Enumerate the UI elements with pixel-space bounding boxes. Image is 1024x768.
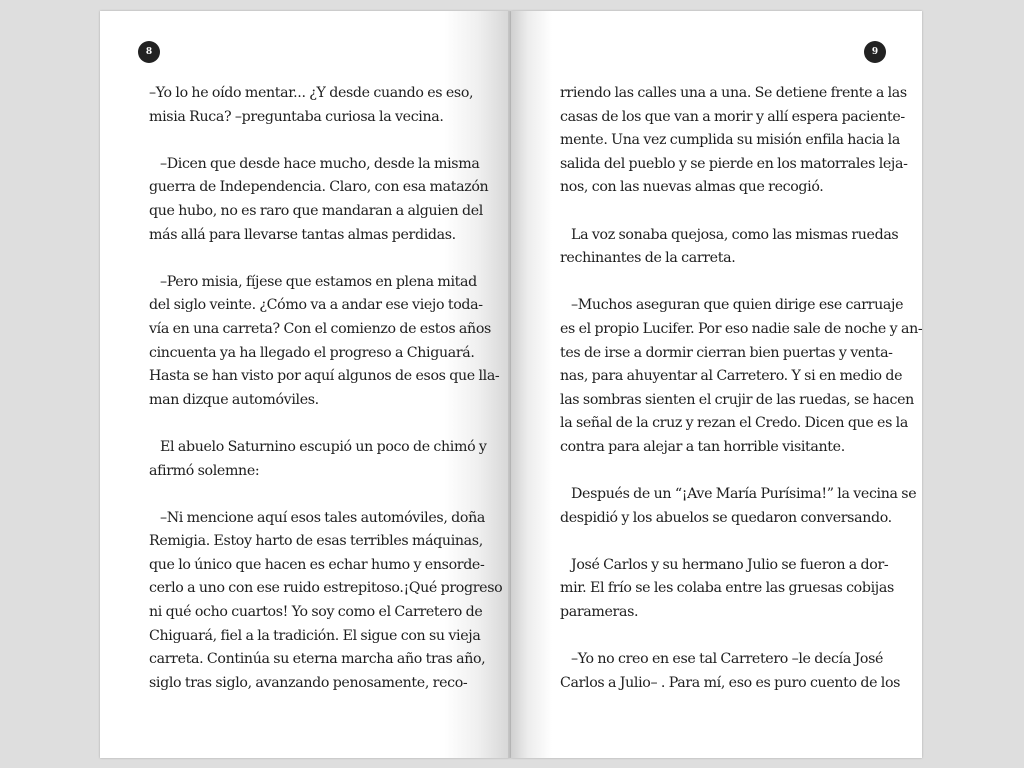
text-line: El abuelo Saturnino escupió un poco de chimó y (160, 438, 487, 455)
text-line: ni qué ocho cuartos! Yo soy como el Carretero de (149, 604, 483, 621)
paragraph-gap (149, 129, 465, 153)
text-line: rriendo las calles una a una. Se detiene frente a las (560, 85, 907, 101)
text-line: –Muchos aseguran que quien dirige ese carruaje (571, 297, 904, 314)
text-line: cincuenta ya ha llegado el progreso a Chiguará. (149, 344, 475, 361)
paragraph-gap (560, 460, 878, 484)
text-line: Después de un “¡Ave María Purísima!” la vecina se (571, 486, 917, 503)
text-line: –Dicen que desde hace mucho, desde la misma (160, 155, 480, 172)
text-line: Hasta se han visto por aquí algunos de esos que lla- (149, 368, 500, 385)
book-spread (100, 11, 922, 758)
text-line: casas de los que van a morir y allí espera paciente- (560, 108, 905, 125)
text-line: rechinantes de la carreta. (560, 250, 736, 267)
text-line: –Ni mencione aquí esos tales automóviles, doña (160, 509, 485, 526)
right-page (511, 11, 922, 758)
text-line: cerlo a uno con ese ruido estrepitoso.¡Qué progreso (149, 580, 503, 597)
text-line: carreta. Continúa su eterna marcha año tras año, (149, 651, 486, 668)
text-line: –Yo no creo en ese tal Carretero –le decía José (571, 651, 884, 668)
text-line: Carlos a Julio– . Para mí, eso es puro cuento de los (560, 674, 901, 691)
text-line: que hubo, no es raro que mandaran a alguien del (149, 202, 483, 219)
text-line: más allá para llevarse tantas almas perdidas. (149, 226, 456, 243)
right-page-text (560, 82, 923, 695)
text-line: nos, con las nuevas almas que recogió. (560, 179, 824, 196)
text-line: La voz sonaba quejosa, como las mismas ruedas (571, 226, 899, 243)
text-line: parameras. (560, 604, 639, 621)
text-line: siglo tras siglo, avanzando penosamente, reco- (149, 674, 468, 691)
paragraph-gap (149, 483, 465, 507)
text-line: es el propio Lucifer. Por eso nadie sale de noche y an- (560, 320, 923, 337)
text-line: –Yo lo he oído mentar... ¿Y desde cuando es eso, (149, 85, 474, 101)
left-page (100, 11, 510, 758)
text-line: Remigia. Estoy harto de esas terribles máquinas, (149, 533, 483, 550)
page-number-right: 9 (864, 41, 886, 63)
text-line: José Carlos y su hermano Julio se fueron a dor- (571, 556, 889, 573)
text-line: vía en una carreta? Con el comienzo de estos años (149, 320, 491, 337)
text-line: misia Ruca? –preguntaba curiosa la vecina. (149, 108, 444, 125)
text-line: afirmó solemne: (149, 462, 260, 479)
paragraph-gap (560, 271, 878, 295)
paragraph-gap (149, 247, 465, 271)
text-line: despidió y los abuelos se quedaron conversando. (560, 509, 892, 526)
text-line: salida del pueblo y se pierde en los matorrales leja- (560, 155, 908, 172)
paragraph-gap (560, 530, 878, 554)
text-line: mente. Una vez cumplida su misión enfila hacia la (560, 132, 900, 149)
paragraph-gap (560, 625, 878, 649)
text-line: mir. El frío se les colaba entre las gruesas cobijas (560, 580, 894, 597)
left-page-text (149, 82, 503, 695)
text-line: las sombras sienten el crujir de las ruedas, se hacen (560, 391, 914, 408)
text-line: tes de irse a dormir cierran bien puertas y venta- (560, 344, 893, 361)
paragraph-gap (149, 412, 465, 436)
page-number-left: 8 (138, 41, 160, 63)
text-line: guerra de Independencia. Claro, con esa matazón (149, 179, 489, 196)
paragraph-gap (560, 200, 878, 224)
text-line: contra para alejar a tan horrible visitante. (560, 438, 845, 455)
text-line: nas, para ahuyentar al Carretero. Y si en medio de (560, 368, 903, 385)
text-line: man dizque automóviles. (149, 391, 319, 408)
text-line: que lo único que hacen es echar humo y ensorde- (149, 556, 485, 573)
text-line: –Pero misia, fíjese que estamos en plena mitad (160, 273, 477, 290)
text-line: Chiguará, fiel a la tradición. El sigue con su vieja (149, 627, 481, 644)
text-line: la señal de la cruz y rezan el Credo. Dicen que es la (560, 415, 908, 432)
text-line: del siglo veinte. ¿Cómo va a andar ese viejo toda- (149, 297, 483, 314)
